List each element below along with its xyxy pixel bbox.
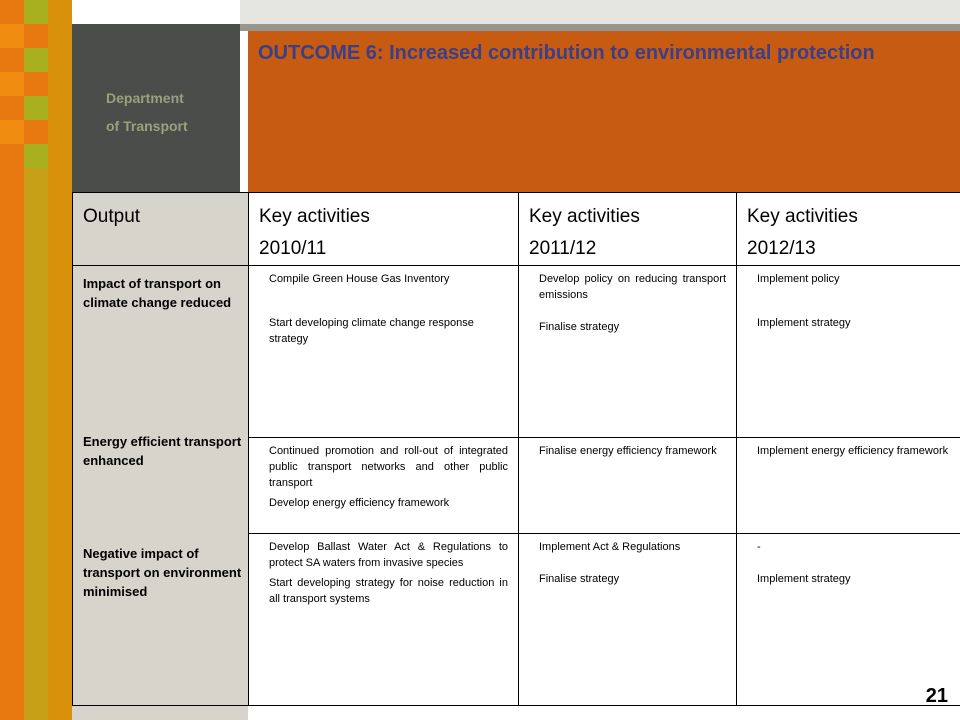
activity-cell: [737, 438, 960, 534]
department-label: [106, 84, 188, 140]
header-year: 2011/12: [529, 238, 597, 259]
department-panel: [72, 24, 240, 192]
checker-square: [0, 24, 24, 48]
checker-square: [24, 72, 48, 96]
activity-text: Finalise strategy: [539, 321, 620, 333]
checker-square: [0, 72, 24, 96]
title-panel: [248, 31, 960, 192]
department-line-1: Department: [106, 90, 184, 106]
activity-text: Implement policy: [757, 273, 840, 285]
activity-text: Develop Ballast Water Act & Regulations to protect SA waters from invasive species: [269, 541, 508, 569]
header-output: [73, 193, 249, 266]
checker-square: [24, 24, 48, 48]
checker-square: [24, 0, 48, 24]
activity-cell: [519, 438, 737, 534]
activity-cell: [249, 266, 519, 438]
activity-text: Implement energy efficiency framework: [757, 445, 949, 457]
activity-text: Finalise energy efficiency framework: [539, 445, 717, 457]
header-label: Key activities: [259, 206, 370, 227]
activity-cell: [519, 534, 737, 706]
activity-cell: [249, 534, 519, 706]
checker-square: [24, 120, 48, 144]
page-title: OUTCOME 6: Increased contribution to environmental protection: [258, 42, 875, 64]
header-year: 2010/11: [259, 238, 327, 259]
checker-square: [24, 144, 48, 168]
checker-square: [0, 120, 24, 144]
activity-cell: [519, 266, 737, 438]
department-line-2: of Transport: [106, 118, 188, 134]
activity-text: Implement Act & Regulations: [539, 541, 681, 553]
decorative-stripes: [0, 0, 72, 720]
header-2010: [249, 193, 519, 266]
table-header-row: [73, 193, 960, 266]
output-negative-impact: Negative impact of transport on environment minimised: [83, 546, 242, 599]
header-label: Key activities: [747, 206, 858, 227]
activity-text: Finalise strategy: [539, 573, 620, 585]
header-label: Output: [83, 206, 141, 227]
header-divider: [240, 24, 960, 31]
activity-text: Start developing strategy for noise reduction in all transport systems: [269, 577, 508, 605]
header-label: Key activities: [529, 206, 640, 227]
activity-text: Compile Green House Gas Inventory: [269, 273, 450, 285]
activity-text: Develop policy on reducing transport emissions: [539, 273, 726, 301]
outcome-table: [72, 192, 960, 706]
stripe-orange: [0, 0, 24, 720]
activity-text: Implement strategy: [757, 317, 851, 329]
activity-cell: [737, 534, 960, 706]
top-band: [240, 0, 960, 24]
activity-text: Develop energy efficiency framework: [269, 497, 450, 509]
activity-text: Continued promotion and roll-out of integrated public transport networks and other public transport: [269, 445, 508, 489]
stripe-amber: [48, 0, 72, 720]
activity-text: -: [757, 541, 761, 553]
header-year: 2012/13: [747, 238, 816, 259]
header-2012: [737, 193, 960, 266]
outputs-cell: [73, 266, 249, 706]
activity-text: Implement strategy: [757, 573, 851, 585]
activity-cell: [737, 266, 960, 438]
checker-square: [24, 96, 48, 120]
page-number: 21: [925, 685, 948, 707]
output-energy-efficient: Energy efficient transport enhanced: [83, 434, 242, 468]
activity-text: Start developing climate change response strategy: [269, 317, 474, 345]
output-climate-change: Impact of transport on climate change reduced: [83, 276, 232, 310]
table-row: [73, 266, 960, 438]
activity-cell: [249, 438, 519, 534]
checker-square: [24, 48, 48, 72]
header-2011: [519, 193, 737, 266]
